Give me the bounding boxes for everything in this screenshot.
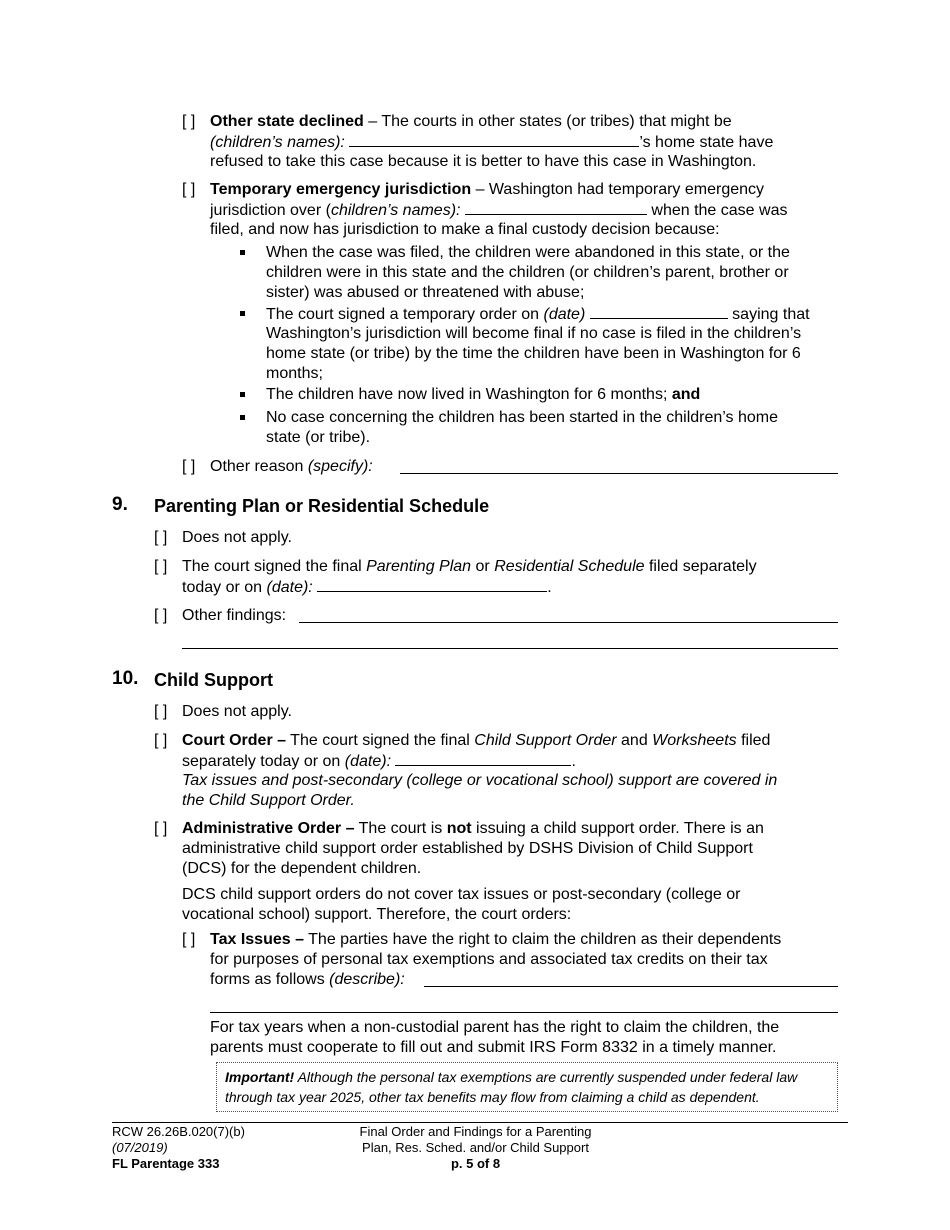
- temp-emergency-line3: filed, and now has jurisdiction to make a final custody decision because:: [210, 221, 720, 238]
- tax-line3: [210, 970, 405, 990]
- s9-date-field[interactable]: [317, 577, 547, 592]
- s10-date-label: (date):: [344, 753, 392, 770]
- bullet2-l3: home state (or tribe) by the time the children have been in Washington for 6: [266, 345, 801, 362]
- temp-emergency-text: – Washington had temporary emergency: [471, 181, 765, 198]
- s10-date-field[interactable]: [395, 751, 571, 766]
- tax-line2: for purposes of personal tax exemptions and associated tax credits on their tax: [210, 951, 768, 968]
- s9-signed-line1: [182, 557, 757, 577]
- specify-label: (specify):: [307, 458, 373, 475]
- checkbox-temp-emergency[interactable]: [ ]: [182, 181, 196, 198]
- tax-note-l2: the Child Support Order.: [182, 792, 355, 809]
- other-state-title: Other state declined: [210, 113, 364, 130]
- children-names-field-2[interactable]: [465, 200, 647, 215]
- bullet1-l1: When the case was filed, the children were abandoned in this state, or the: [266, 244, 790, 261]
- six-months-text: The children have now lived in Washington for 6 months;: [266, 386, 672, 403]
- dcs-line1: DCS child support orders do not cover tax issues or post-secondary (college or: [182, 886, 741, 903]
- important-line2: through tax year 2025, other tax benefits may flow from claiming a child as dependent.: [225, 1089, 760, 1105]
- tax-title: Tax Issues –: [210, 931, 304, 948]
- checkbox-9-parenting-plan[interactable]: [ ]: [154, 558, 168, 575]
- bullet2-l2: Washington’s jurisdiction will become final if no case is filed in the children’s: [266, 325, 802, 342]
- admin-line3: (DCS) for the dependent children.: [182, 860, 422, 877]
- bullet2-l1: [266, 304, 810, 325]
- tax-note-l1: Tax issues and post-secondary (college or vocational school) support are covered in: [182, 772, 778, 789]
- admin-line2: administrative child support order established by DSHS Division of Child Support: [182, 840, 753, 857]
- describe-label: (describe):: [329, 971, 405, 988]
- tax-years-l1: For tax years when a non-custodial parent has the right to claim the children, the: [210, 1019, 780, 1036]
- home-state-text: ’s home state have: [639, 134, 774, 151]
- tax-text: The parties have the right to claim the children as their dependents: [303, 931, 782, 948]
- section-10-title: Child Support: [154, 670, 273, 690]
- other-state-line3: refused to take this case because it is better to have this case in Washington.: [210, 153, 757, 170]
- and-text: and: [671, 386, 701, 403]
- bullet2-l4: months;: [266, 365, 323, 382]
- s9-does-not-apply: Does not apply.: [182, 529, 292, 546]
- temp-order-date-field[interactable]: [590, 304, 728, 319]
- worksheets-text: Worksheets: [652, 732, 737, 749]
- admin-line1: [182, 819, 764, 839]
- section-10-number: 10.: [112, 668, 139, 689]
- court-order-title: Court Order –: [182, 732, 287, 749]
- footer-revision: (07/2019): [112, 1140, 168, 1155]
- bullet-4: [240, 415, 245, 420]
- tax-line1: [210, 930, 781, 950]
- cso-text: Child Support Order: [474, 732, 617, 749]
- section-9-number: 9.: [112, 494, 128, 515]
- court-order-line2: [182, 751, 576, 772]
- admin-title: Administrative Order –: [182, 820, 355, 837]
- other-state-line2: [210, 132, 773, 153]
- footer-form-id: FL Parentage 333: [112, 1156, 220, 1171]
- today-or-on-text: today or on: [182, 579, 267, 596]
- footer-page: p. 5 of 8: [450, 1156, 501, 1171]
- court-order-line1: [182, 731, 770, 751]
- when-case-text: when the case was: [646, 202, 788, 219]
- admin-text-a: The court is: [354, 820, 447, 837]
- temp-order-date-label: (date): [543, 306, 586, 323]
- checkbox-9-other-findings[interactable]: [ ]: [154, 607, 168, 624]
- s9-date-label: (date):: [266, 579, 313, 596]
- other-reason-field[interactable]: [400, 473, 838, 474]
- footer-rcw: RCW 26.26B.020(7)(b): [112, 1124, 245, 1139]
- saying-that-text: saying that: [727, 306, 810, 323]
- jurisdiction-over-text: jurisdiction over (: [210, 202, 331, 219]
- bullet-2: [240, 311, 245, 316]
- checkbox-10-tax-issues[interactable]: [ ]: [182, 931, 196, 948]
- section-9-title: Parenting Plan or Residential Schedule: [154, 496, 490, 516]
- s9-other-findings-field-2[interactable]: [182, 648, 838, 649]
- checkbox-10-does-not-apply[interactable]: [ ]: [154, 703, 168, 720]
- children-names-label-2: children’s names):: [330, 202, 461, 219]
- temp-order-text: The court signed a temporary order on: [266, 306, 544, 323]
- filed-separately-text: filed separately: [644, 558, 757, 575]
- s9-signed-text: The court signed the final: [182, 558, 367, 575]
- important-text-1: Although the personal tax exemptions are currently suspended under federal law: [294, 1069, 798, 1085]
- other-reason-line: [210, 457, 373, 477]
- other-state-line1: [210, 112, 732, 132]
- s10-does-not-apply: Does not apply.: [182, 703, 292, 720]
- s9-signed-line2: [182, 577, 552, 598]
- filed-text: filed: [736, 732, 771, 749]
- bullet4-l2: state (or tribe).: [266, 429, 371, 446]
- important-line1: [225, 1067, 797, 1087]
- tax-describe-field-2[interactable]: [210, 1012, 838, 1013]
- checkbox-10-court-order[interactable]: [ ]: [154, 732, 168, 749]
- children-names-field[interactable]: [349, 132, 639, 147]
- footer-title-l1: Final Order and Findings for a Parenting: [359, 1124, 592, 1139]
- forms-as-follows-text: forms as follows: [210, 971, 330, 988]
- bullet-3: [240, 392, 245, 397]
- other-reason-label: Other reason: [210, 458, 308, 475]
- admin-not: not: [446, 820, 472, 837]
- footer-divider: [112, 1122, 848, 1123]
- court-order-text: The court signed the final: [286, 732, 475, 749]
- important-note-box: [216, 1062, 838, 1112]
- checkbox-other-reason[interactable]: [ ]: [182, 458, 196, 475]
- s9-period: .: [547, 579, 552, 596]
- separately-text: separately today or on: [182, 753, 345, 770]
- dcs-line2: vocational school) support. Therefore, the court orders:: [182, 906, 572, 923]
- bullet-1: [240, 250, 245, 255]
- children-names-label: (children’s names):: [210, 134, 345, 151]
- parenting-plan-text: Parenting Plan: [366, 558, 472, 575]
- checkbox-other-state[interactable]: [ ]: [182, 113, 196, 130]
- other-state-text: – The courts in other states (or tribes) that might be: [363, 113, 732, 130]
- bullet1-l3: sister) was abused or threatened with abuse;: [266, 284, 585, 301]
- tax-years-l2: parents must cooperate to fill out and submit IRS Form 8332 in a timely manner.: [210, 1039, 777, 1056]
- bullet4-l1: No case concerning the children has been started in the children’s home: [266, 409, 779, 426]
- bullet1-l2: children were in this state and the children (or children’s parent, brother or: [266, 264, 789, 281]
- important-label: Important!: [225, 1069, 295, 1085]
- residential-schedule-text: Residential Schedule: [494, 558, 645, 575]
- tax-describe-field-1[interactable]: [424, 986, 838, 987]
- admin-text-b: issuing a child support order. There is an: [471, 820, 764, 837]
- bullet3-l1: [266, 385, 700, 405]
- or-text: or: [471, 558, 495, 575]
- checkbox-10-admin-order[interactable]: [ ]: [154, 820, 168, 837]
- s9-other-findings-field-1[interactable]: [299, 622, 838, 623]
- s10-period: .: [571, 753, 576, 770]
- footer-title-l2: Plan, Res. Sched. and/or Child Support: [362, 1140, 589, 1155]
- and-text-2: and: [616, 732, 653, 749]
- checkbox-9-does-not-apply[interactable]: [ ]: [154, 529, 168, 546]
- temp-emergency-line1: [210, 180, 764, 200]
- temp-emergency-title: Temporary emergency jurisdiction: [210, 181, 472, 198]
- temp-emergency-line2: [210, 200, 787, 221]
- s9-other-findings-label: Other findings:: [182, 607, 287, 624]
